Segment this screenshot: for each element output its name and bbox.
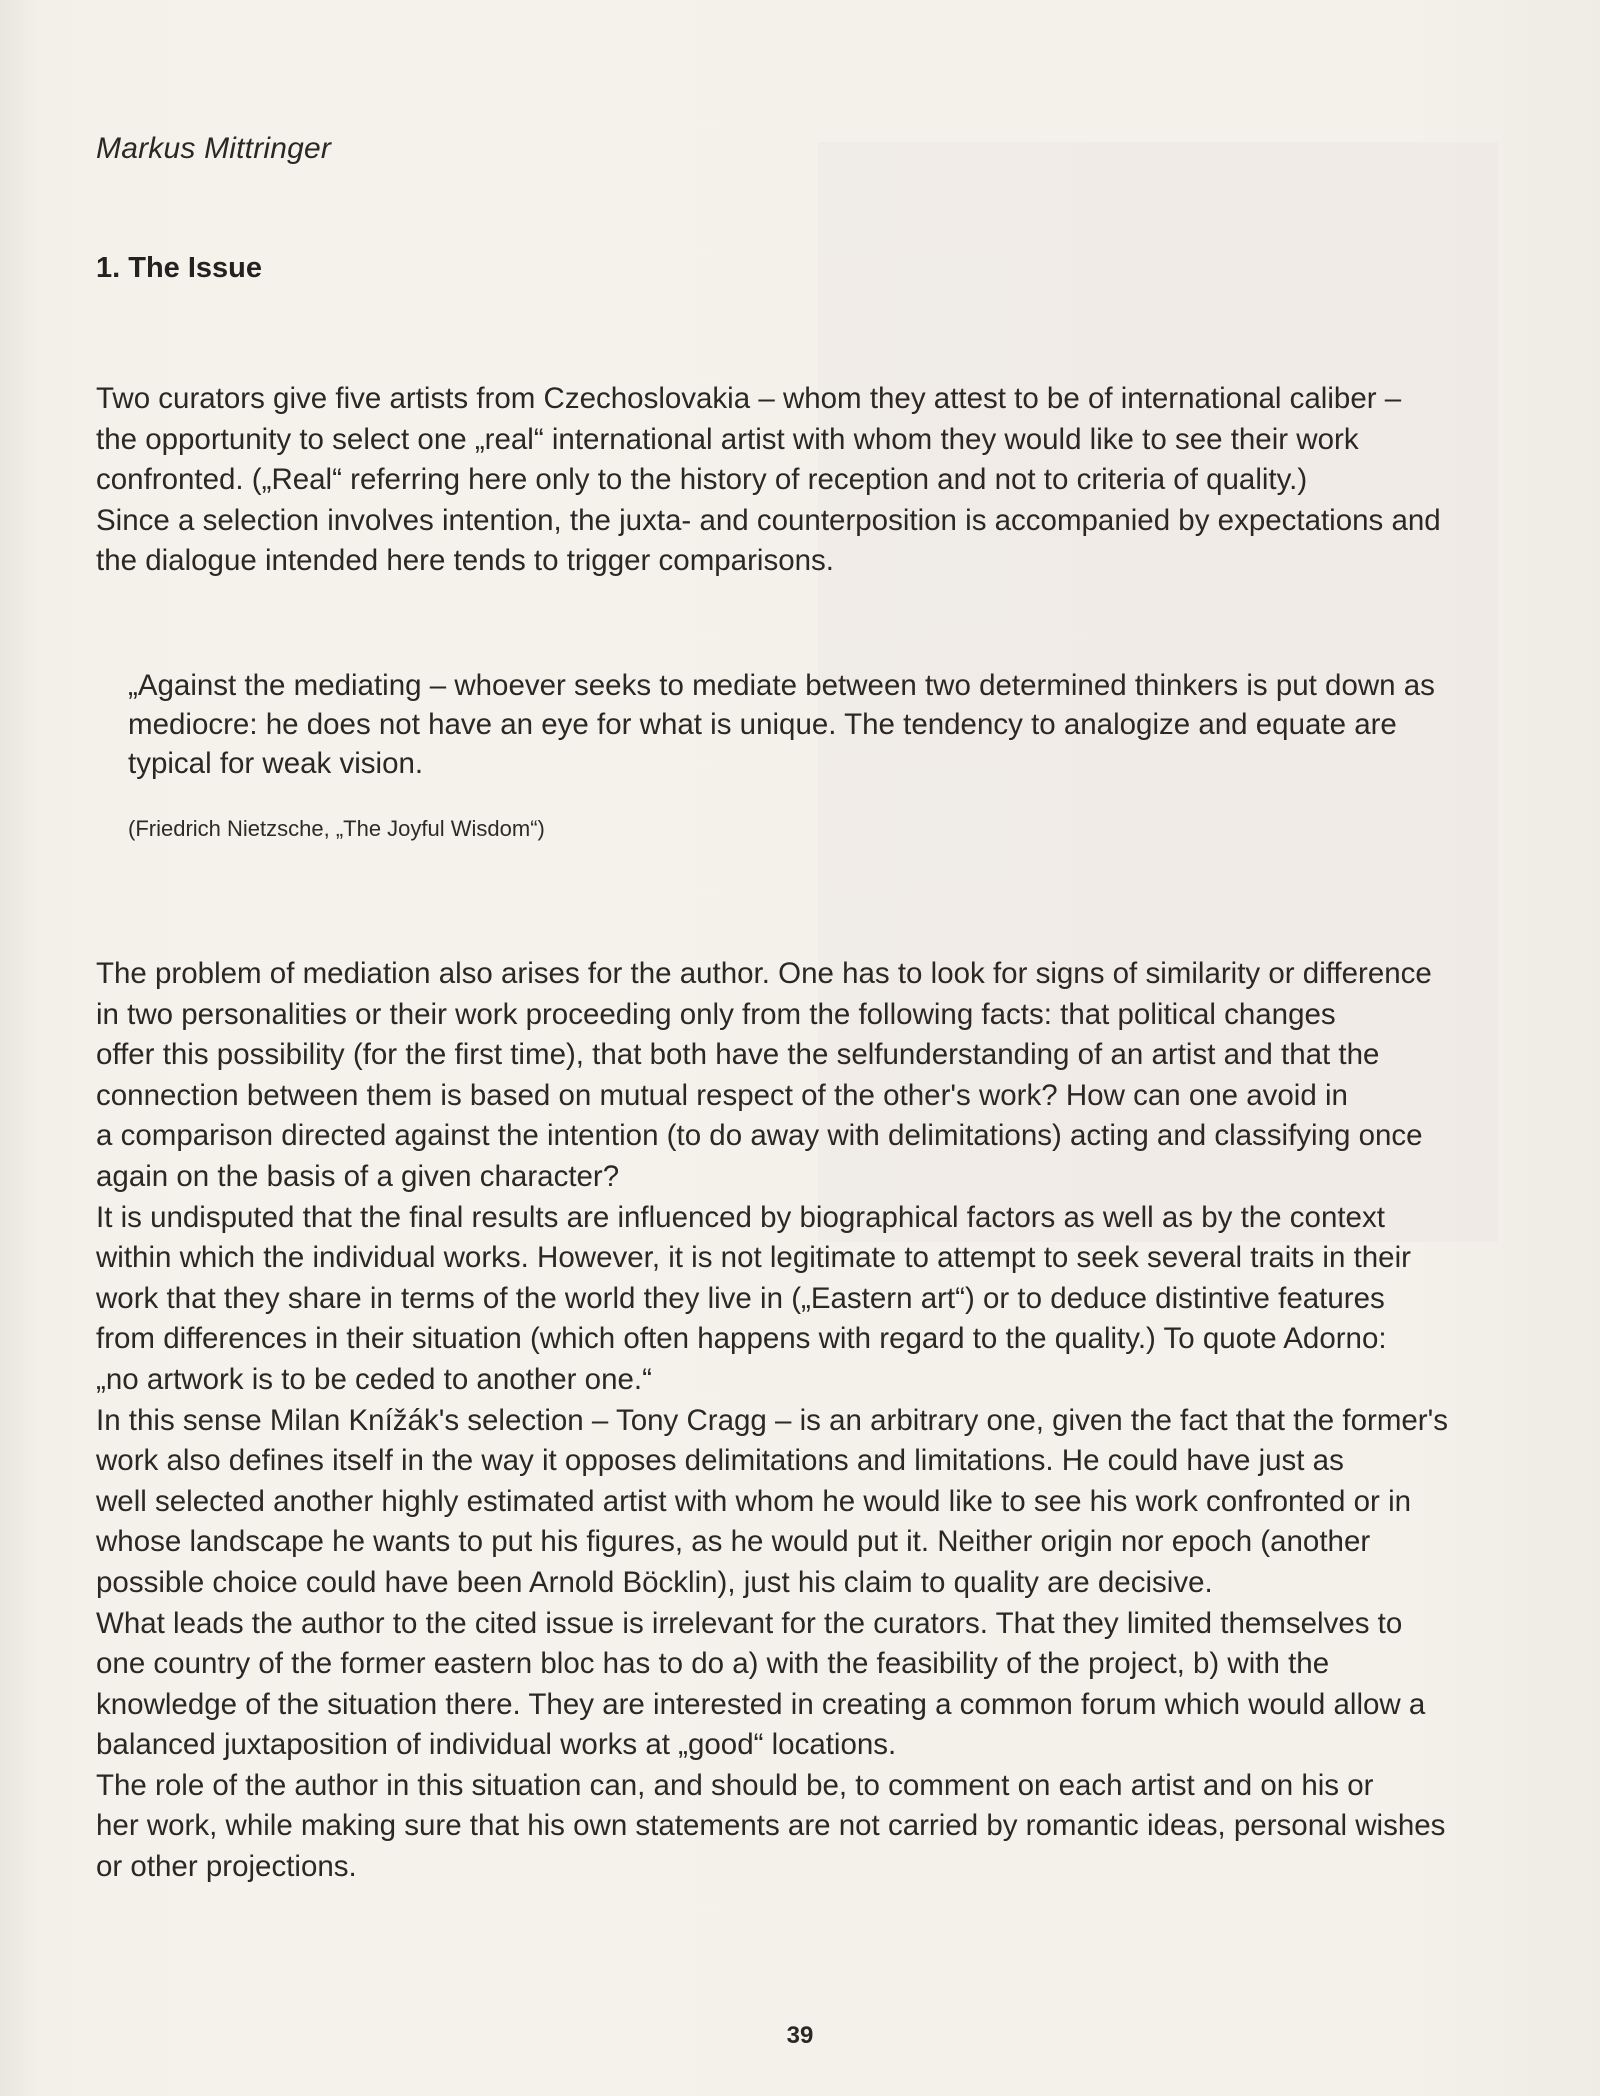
text-line: balanced juxtaposition of individual works at „good“ locations. — [96, 1728, 897, 1762]
page-number: 39 — [786, 2022, 814, 2049]
text-line: work that they share in terms of the world they live in („Eastern art“) or to deduce distintive features — [96, 1281, 1385, 1315]
section-heading: 1. The Issue — [96, 252, 263, 284]
block-quote — [128, 666, 1528, 783]
text-line: the dialogue intended here tends to trigger comparisons. — [96, 544, 834, 578]
text-line: again on the basis of a given character? — [96, 1159, 620, 1193]
text-line: work also defines itself in the way it opposes delimitations and limitations. He could have just as — [96, 1444, 1344, 1478]
text-line: Since a selection involves intention, the juxta- and counterposition is accompanied by expectations and — [96, 503, 1441, 537]
quote-citation: (Friedrich Nietzsche, „The Joyful Wisdom“) — [128, 816, 545, 841]
text-line: one country of the former eastern bloc has to do a) with the feasibility of the project, b) with the — [96, 1647, 1330, 1681]
text-line: her work, while making sure that his own statements are not carried by romantic ideas, personal wishes — [96, 1809, 1446, 1843]
text-line: whose landscape he wants to put his figures, as he would put it. Neither origin nor epoch (another — [96, 1525, 1371, 1559]
text-line: The problem of mediation also arises for the author. One has to look for signs of similarity or difference — [96, 957, 1432, 990]
intro-paragraph — [96, 379, 1536, 582]
text-line: The role of the author in this situation can, and should be, to comment on each artist and on his or — [96, 1768, 1374, 1802]
quote-line: „Against the mediating – whoever seeks to mediate between two determined thinkers is put down as — [128, 669, 1435, 702]
text-line: confronted. („Real“ referring here only to the history of reception and not to criteria of quality.) — [96, 463, 1308, 497]
text-line: within which the individual works. However, it is not legitimate to attempt to seek several traits in their — [96, 1241, 1411, 1275]
text-line: or other projections. — [96, 1850, 357, 1884]
body-paragraphs — [96, 954, 1536, 1888]
text-line: well selected another highly estimated artist with whom he would like to see his work confronted or in — [96, 1484, 1412, 1518]
author-name: Markus Mittringer — [96, 132, 332, 165]
text-line: from differences in their situation (which often happens with regard to the quality.) To quote Adorno: — [96, 1322, 1387, 1356]
text-line: „no artwork is to be ceded to another one.“ — [96, 1362, 652, 1396]
text-line: knowledge of the situation there. They are interested in creating a common forum which would allow a — [96, 1687, 1426, 1721]
text-line: offer this possibility (for the first time), that both have the selfunderstanding of an artist and that the — [96, 1038, 1380, 1072]
quote-line: typical for weak vision. — [128, 747, 424, 780]
text-line: possible choice could have been Arnold Böcklin), just his claim to quality are decisive. — [96, 1565, 1213, 1599]
text-line: a comparison directed against the intention (to do away with delimitations) acting and classifying once — [96, 1119, 1423, 1153]
text-line: Two curators give five artists from Czechoslovakia – whom they attest to be of international caliber – — [96, 382, 1402, 415]
text-line: It is undisputed that the final results are influenced by biographical factors as well as by the context — [96, 1200, 1385, 1234]
text-line: In this sense Milan Knížák's selection – Tony Cragg – is an arbitrary one, given the fact that the former's — [96, 1403, 1449, 1437]
text-line: in two personalities or their work proceeding only from the following facts: that political changes — [96, 997, 1336, 1031]
quote-line: mediocre: he does not have an eye for what is unique. The tendency to analogize and equate are — [128, 708, 1397, 741]
text-line: What leads the author to the cited issue is irrelevant for the curators. That they limited themselves to — [96, 1606, 1403, 1640]
text-line: the opportunity to select one „real“ international artist with whom they would like to see their work — [96, 422, 1359, 456]
text-line: connection between them is based on mutual respect of the other's work? How can one avoid in — [96, 1078, 1348, 1112]
